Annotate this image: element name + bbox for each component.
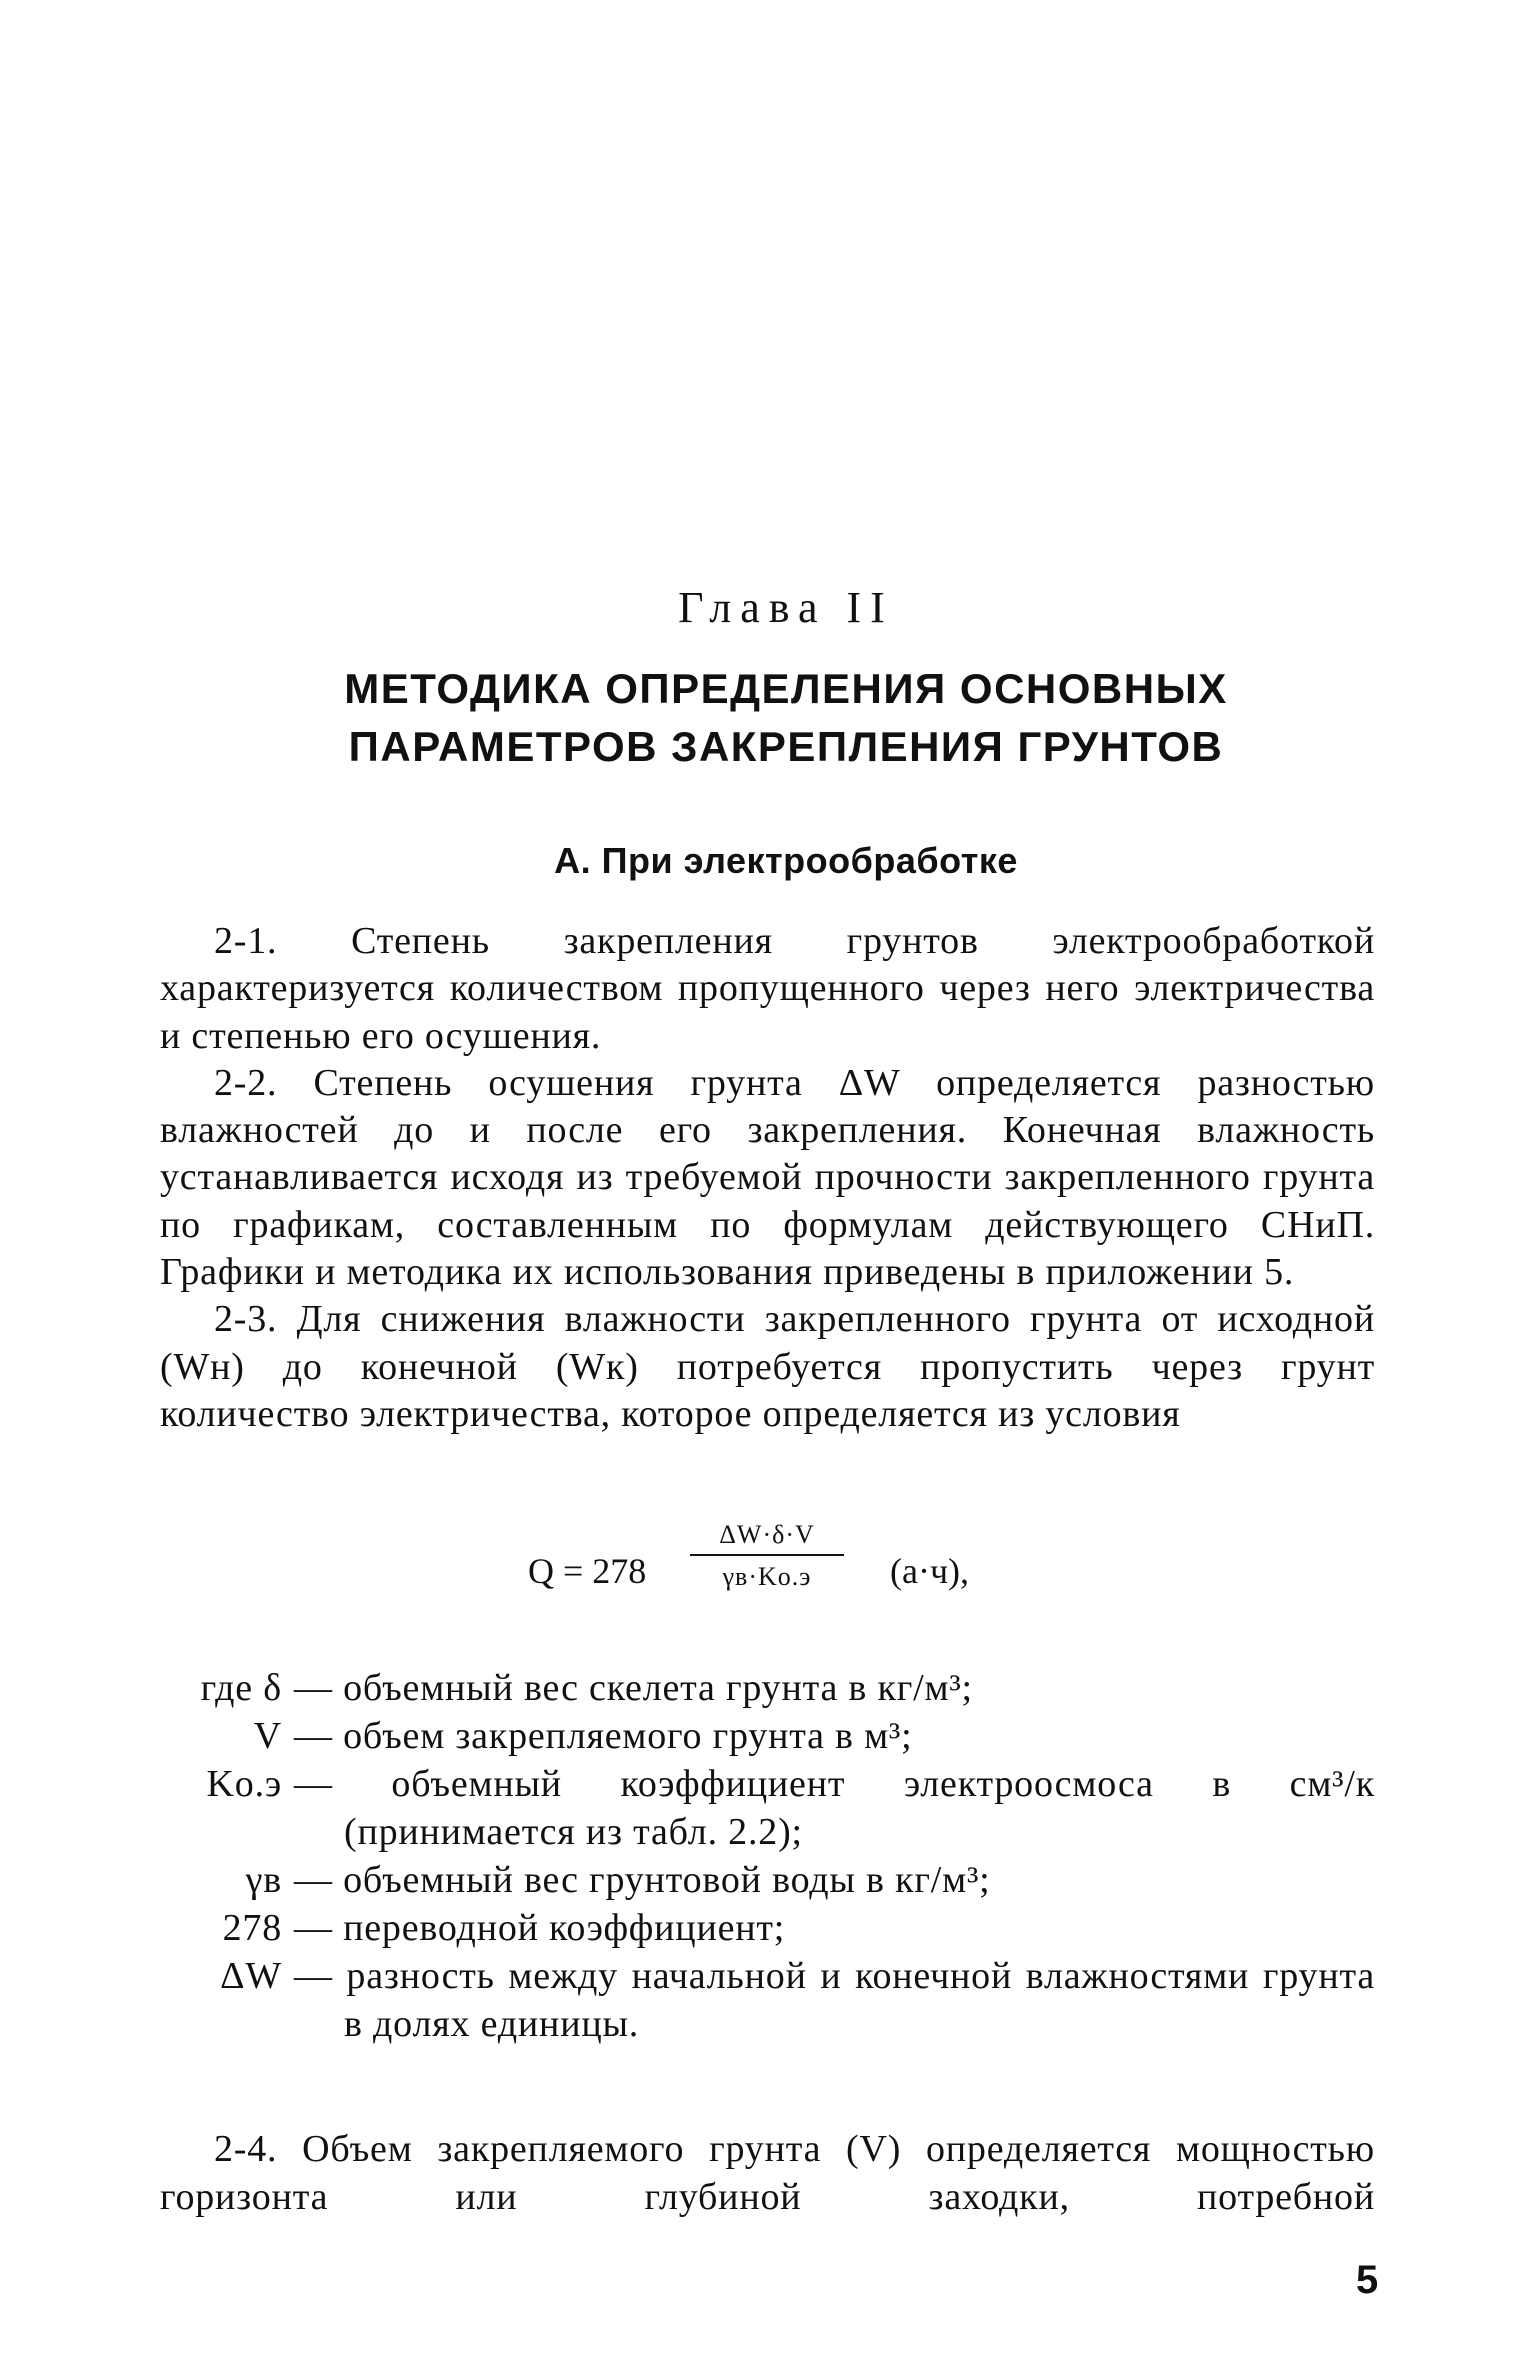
definition-row <box>160 1856 1375 1904</box>
formula-lhs: Q = 278 <box>528 1551 647 1591</box>
paragraph-2-2: 2-2. Степень осушения грунта ΔW определяется разностью влажностей до и после его закрепления. Конечная влажность устанавливается исходя из требуемой прочности закрепленного грунта по графикам, составленным по формулам действующего СНиП. Графики и методика их использования приведены в приложении 5. <box>160 1061 1375 1294</box>
definition-symbol: V <box>253 1715 282 1757</box>
chapter-label: Глава II <box>678 583 894 632</box>
chapter-title-line-2: ПАРАМЕТРОВ ЗАКРЕПЛЕНИЯ ГРУНТОВ <box>348 723 1224 770</box>
definition-symbol: Kо.э <box>206 1763 282 1805</box>
paragraph-2-4: 2-4. Объем закрепляемого грунта (V) определяется мощностью горизонта или глубиной заходки, потребной <box>160 2128 1375 2218</box>
chapter-title-line-1: МЕТОДИКА ОПРЕДЕЛЕНИЯ ОСНОВНЫХ <box>344 665 1228 712</box>
definition-text: — разность между начальной и конечной влажностями грунта в долях единицы. <box>294 1955 1375 2045</box>
definition-symbol: γв <box>245 1859 282 1901</box>
definition-symbol: 278 <box>222 1907 282 1949</box>
definition-text: — переводной коэффициент; <box>294 1907 786 1949</box>
definition-row <box>160 1664 1375 1712</box>
paragraph-2-3: 2-3. Для снижения влажности закрепленного грунта от исходной (Wн) до конечной (Wк) потребуется пропустить через грунт количество электричества, которое определяется из условия <box>160 1298 1375 1435</box>
definition-text: — объемный коэффициент электроосмоса в см³/к (принимается из табл. 2.2); <box>294 1763 1375 1853</box>
formula <box>528 1520 1048 1630</box>
definition-text: — объемный вес скелета грунта в кг/м³; <box>294 1667 973 1709</box>
formula-numerator: ΔW·δ·V <box>690 1520 844 1556</box>
definition-text: — объемный вес грунтовой воды в кг/м³; <box>294 1859 991 1901</box>
body-text <box>160 918 1375 1438</box>
definition-row <box>160 1760 1375 1856</box>
definition-row <box>160 1712 1375 1760</box>
definition-symbol: где δ <box>200 1667 282 1709</box>
formula-unit: (а·ч), <box>890 1551 970 1591</box>
definitions-list <box>160 1664 1375 2048</box>
section-title: А. При электрообработке <box>554 840 1018 881</box>
formula-fraction <box>690 1520 844 1592</box>
definition-symbol: ΔW <box>220 1955 282 1997</box>
paragraph-2-1: 2-1. Степень закрепления грунтов электрообработкой характеризуется количеством пропущенного через него электричества и степенью его осушения. <box>160 920 1375 1057</box>
definition-row <box>160 1952 1375 2048</box>
definition-text: — объем закрепляемого грунта в м³; <box>294 1715 913 1757</box>
definitions-lead: где <box>200 1667 253 1709</box>
formula-denominator: γв·Kо.э <box>722 1562 812 1591</box>
page-number: 5 <box>1356 2258 1379 2302</box>
chapter-title <box>18 660 1536 776</box>
continuation-text <box>160 2126 1375 2221</box>
definition-row <box>160 1904 1375 1952</box>
